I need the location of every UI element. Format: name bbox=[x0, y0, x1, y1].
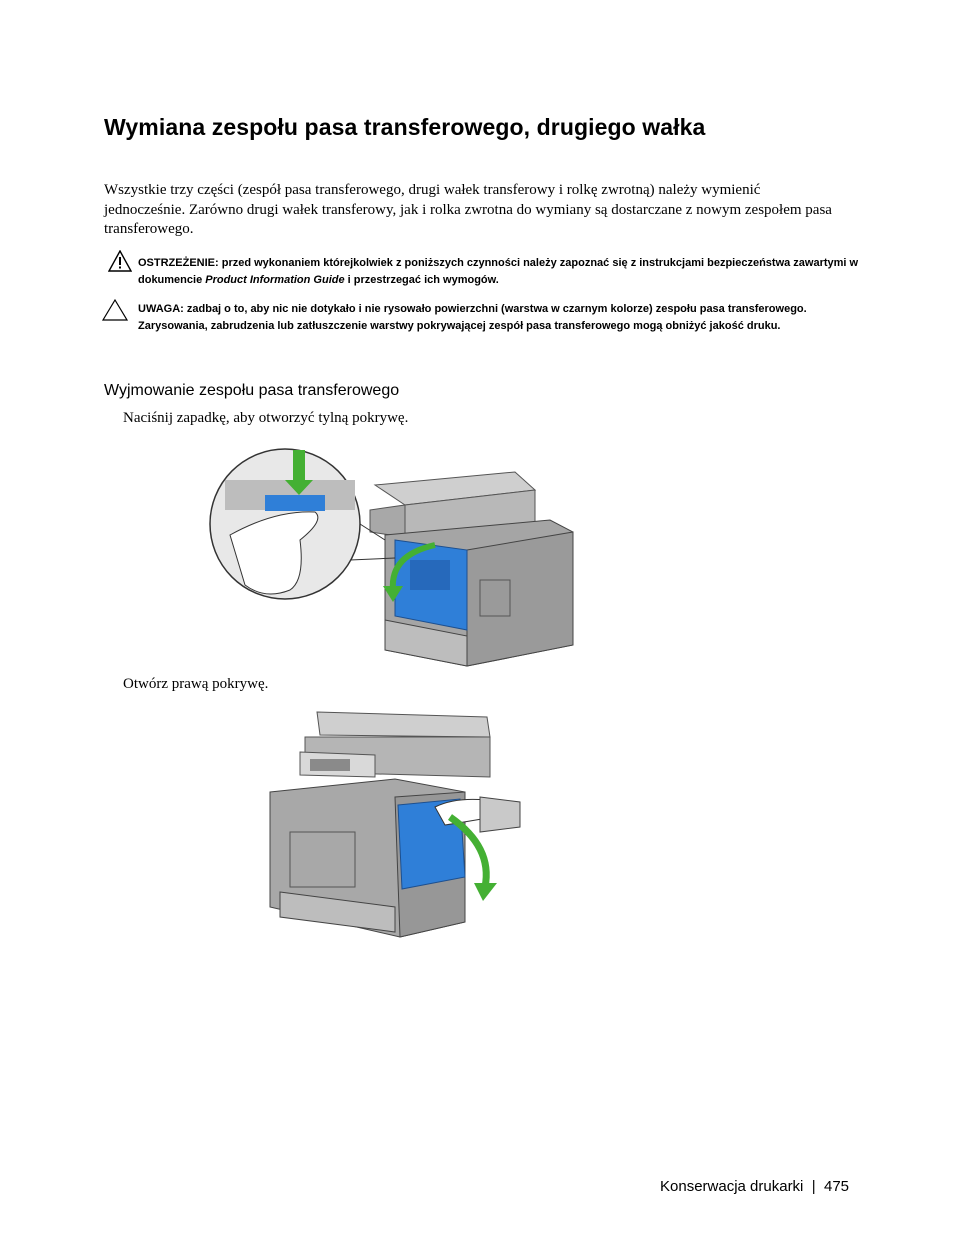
section-subheading: Wyjmowanie zespołu pasa transferowego bbox=[104, 382, 400, 399]
printer-rear-cover-illustration bbox=[205, 440, 585, 672]
step-1-text: Naciśnij zapadkę, aby otworzyć tylną pokrywę. bbox=[123, 410, 409, 426]
caution-triangle-icon bbox=[101, 298, 129, 322]
step-2-text: Otwórz prawą pokrywę. bbox=[123, 676, 269, 692]
caution-label: UWAGA: bbox=[138, 303, 184, 315]
intro-paragraph: Wszystkie trzy części (zespół pasa transferowego, drugi wałek transferowy i rolkę zwrotną) należy wymienić jednocześnie. Zarówno drugi wałek transferowy, jak i rolka zwrotna do wymiany są dostarczane z nowym zespołem pasa transferowego. bbox=[104, 182, 832, 237]
warning-label: OSTRZEŻENIE: bbox=[138, 257, 219, 269]
page-footer bbox=[660, 1178, 849, 1195]
warning-text-after: i przestrzegać ich wymogów. bbox=[344, 274, 499, 286]
footer-page-number: 475 bbox=[824, 1178, 850, 1195]
printer-right-cover-illustration bbox=[265, 707, 530, 941]
warning-text-before: przed wykonaniem którejkolwiek z poniższych czynności należy zapoznać się z instrukcjami bezpieczeństwa zawartymi w dokumencie bbox=[138, 257, 859, 286]
warning-doc-title: Product Information Guide bbox=[205, 274, 345, 286]
warning-note bbox=[138, 255, 863, 289]
footer-section: Konserwacja drukarki bbox=[660, 1178, 804, 1195]
warning-triangle-icon bbox=[108, 250, 132, 272]
page-title: Wymiana zespołu pasa transferowego, drugiego wałka bbox=[104, 114, 706, 140]
caution-text: zadbaj o to, aby nic nie dotykało i nie rysowało powierzchni (warstwa w czarnym kolorze) zespołu pasa transferowego. Zarysowania, zabrudzenia lub zatłuszczenie warstwy pokrywającej zespół pasa transferowego mogą obniżyć jakość druku. bbox=[138, 303, 807, 332]
footer-separator: | bbox=[811, 1178, 816, 1195]
caution-note bbox=[138, 301, 863, 335]
